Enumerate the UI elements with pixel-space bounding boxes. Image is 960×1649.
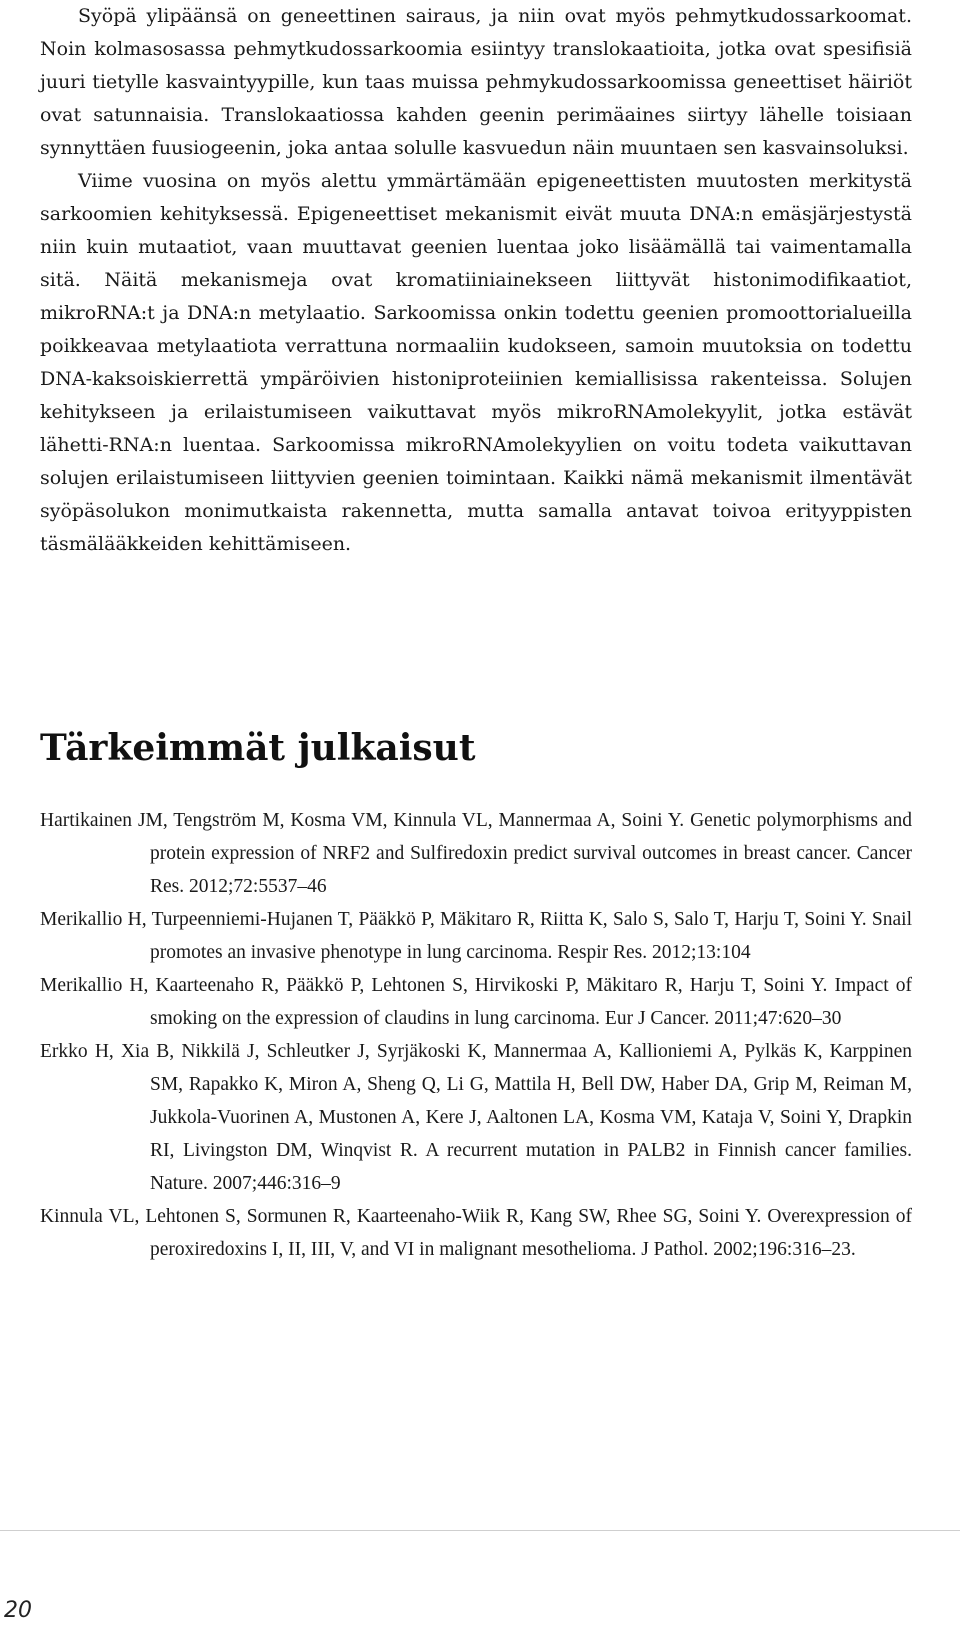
page-number: 20 bbox=[4, 1598, 32, 1623]
publication-entry: Hartikainen JM, Tengström M, Kosma VM, Kinnula VL, Mannermaa A, Soini Y. Genetic polymorphisms and protein expression of NRF2 and Sulfiredoxin predict survival outcomes in breast cancer. Cancer Res. 2012;72:5537–46 bbox=[40, 810, 912, 897]
publication-entry: Merikallio H, Kaarteenaho R, Pääkkö P, Lehtonen S, Hirvikoski P, Mäkitaro R, Harju T, Soini Y. Impact of smoking on the expression of claudins in lung carcinoma. Eur J Cancer. 2011;47:620–30 bbox=[40, 975, 912, 1029]
body-text bbox=[40, 0, 912, 561]
publication-entry: Merikallio H, Turpeenniemi-Hujanen T, Pääkkö P, Mäkitaro R, Riitta K, Salo S, Salo T, Harju T, Soini Y. Snail promotes an invasive phenotype in lung carcinoma. Respir Res. 2012;13:104 bbox=[40, 909, 912, 963]
publication-entry: Kinnula VL, Lehtonen S, Sormunen R, Kaarteenaho-Wiik R, Kang SW, Rhee SG, Soini Y. Overexpression of peroxiredoxins I, II, III, V, and VI in malignant mesothelioma. J Pathol. 2002;196:316–23. bbox=[40, 1206, 912, 1260]
paragraph: Syöpä ylipäänsä on geneettinen sairaus, ja niin ovat myös pehmytkudossarkoomat. Noin kolmasosassa pehmytkudossarkoomia esiintyy translokaatioita, jotka ovat spesifisiä juuri tietylle kasvaintyypille, kun taas muissa pehmykudossarkoomissa geneettiset häiriöt ovat satunnaisia. Translokaatiossa kahden geenin perimäaines siirtyy lähelle toisiaan synnyttäen fuusiogeenin, joka antaa solulle kasvuedun näin muuntaen sen kasvainsoluksi. bbox=[40, 5, 912, 159]
publication-entry: Erkko H, Xia B, Nikkilä J, Schleutker J, Syrjäkoski K, Mannermaa A, Kallioniemi A, Pylkäs K, Karppinen SM, Rapakko K, Miron A, Sheng Q, Li G, Mattila H, Bell DW, Haber DA, Grip M, Reiman M, Jukkola-Vuorinen A, Mustonen A, Kere J, Aaltonen LA, Kosma VM, Kataja V, Soini Y, Drapkin RI, Livingston DM, Winqvist R. A recurrent mutation in PALB2 in Finnish cancer families. Nature. 2007;446:316–9 bbox=[40, 1041, 912, 1194]
footer-divider bbox=[0, 1530, 960, 1531]
publication-list bbox=[40, 804, 912, 1266]
paragraph: Viime vuosina on myös alettu ymmärtämään epigeneettisten muutosten merkitystä sarkoomien kehityksessä. Epigeneettiset mekanismit eivät muuta DNA:n emäsjärjestystä niin kuin mutaatiot, vaan muuttavat geenien luentaa joko lisäämällä tai vaimentamalla sitä. Näitä mekanismeja ovat kromatiiniainekseen liittyvät histonimodifikaatiot, mikroRNA:t ja DNA:n metylaatio. Sarkoomissa onkin todettu geenien promoottorialueilla poikkeavaa metylaatiota verrattuna normaaliin kudokseen, samoin muutoksia on todettu DNA-kaksoiskierrettä ympäröivien histoniproteiinien kemiallisissa rakenteissa. Solujen kehitykseen ja erilaistumiseen vaikuttavat myös mikroRNAmolekyylit, jotka estävät lähetti-RNA:n luentaa. Sarkoomissa mikroRNAmolekyylien on voitu todeta vaikuttavan solujen erilaistumiseen liittyvien geenien toimintaan. Kaikki nämä mekanismit ilmentävät syöpäsolukon monimutkaista rakennetta, mutta samalla antavat toivoa erityyppisten täsmälääkkeiden kehittämiseen. bbox=[40, 170, 912, 555]
section-heading: Tärkeimmät julkaisut bbox=[40, 727, 476, 769]
